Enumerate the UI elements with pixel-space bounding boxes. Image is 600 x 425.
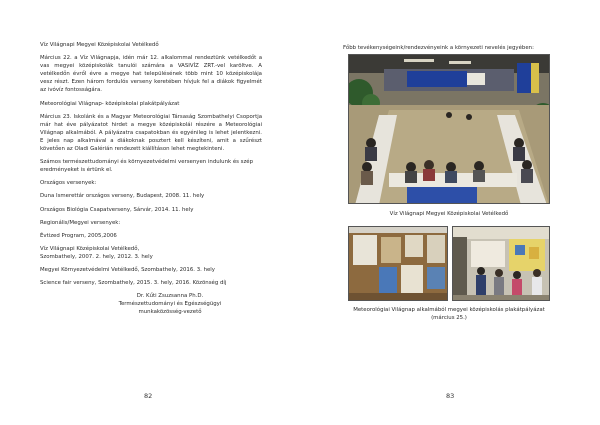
poster-exhibition-photo — [348, 226, 448, 301]
regional-competition-item: Science fair verseny, Szombathely, 2015. 3. hely, 2016. Közönség díj — [40, 280, 227, 287]
paragraph-meteorology: Március 23. Iskolánk és a Magyar Meteorológiai Társaság Szombathelyi Csoportja már hat éve pályázatot hirdet a megye középiskolái részére a Meteorológiai Világnap alkalmából. A pályázatra csapatokban és egyénileg is lehet jelentkezni. E jeles nap alkalmával a diákoknak posztert kell készíteni, amit a szűrészt követően az Oladi Galérián rendezett kiállításon lehet megtekinteni. — [40, 113, 262, 153]
regional-competition-item: Megyei Környezetvédelmi Vetélkedő, Szombathely, 2016. 3. hely — [40, 266, 215, 273]
signature-block — [40, 292, 262, 316]
photo-caption: Meteorológiai Világnap alkalmából megyei középiskolás plakátpályázat — [353, 307, 545, 313]
activities-intro: Főbb tevékenységeink/rendezvényeink a környezeti nevelés jegyében: — [343, 45, 534, 51]
national-competition-item: Duna Ismerettár országos verseny, Budapest, 2008. 11. hely — [40, 193, 205, 200]
regional-competition-item: Víz Világnapi Középiskolai Vetélkedő, — [40, 245, 140, 252]
regional-competition-item-cont: Szombathely, 2007. 2. hely, 2012. 3. hely — [40, 253, 153, 260]
signature-role: munkaközösség-vezető — [138, 309, 202, 316]
left-text-column — [40, 41, 262, 316]
competition-hall-photo — [348, 54, 550, 204]
regional-competition-item: Évtized Program, 2005,2006 — [40, 232, 117, 239]
signature-role: Természettudományi és Egészségügyi — [118, 301, 222, 308]
section-heading-meteorology: Meteorológiai Világnap- középiskolai plakátpályázat — [40, 100, 180, 107]
page-number: 82 — [144, 392, 153, 400]
regional-competitions-title: Regionális/Megyei versenyek: — [40, 219, 121, 226]
paragraph-competitions: Számos természettudományi és környezetvédelmi versenyen indulunk és szép eredményeket is értünk el. — [40, 159, 254, 174]
page-number: 83 — [446, 392, 455, 400]
national-competition-item: Országos Biológia Csapatverseny, Sárvár, 2014. 11. hely — [40, 206, 194, 213]
students-posters-photo — [452, 226, 550, 301]
national-competitions-title: Országos versenyek: — [40, 180, 97, 187]
photo-caption: Víz Világnapi Megyei Középiskolai Vetélkedő — [389, 211, 509, 217]
paragraph-water-day: Március 22. a Víz Világnapja, idén már 12. alkalommal rendeztünk vetélkedőt a vas megyei középiskolák tanulói számára a VASIVÍZ ZRT.-vel karöltve. A vetélkedőn évről évre a megye hat településének több mint 10 középiskolája vesz részt. Ezen három fordulós verseny keretében hívjuk fel a diákok figyelmét az ivóvíz fontosságára. — [40, 55, 262, 94]
signature-name: Dr. Kűti Zsuzsanna Ph.D. — [136, 293, 204, 300]
photo-caption-date: (március 25.) — [431, 315, 467, 321]
section-heading-water-day: Víz Világnapi Megyei Középiskolai Vetélkedő — [40, 42, 159, 48]
